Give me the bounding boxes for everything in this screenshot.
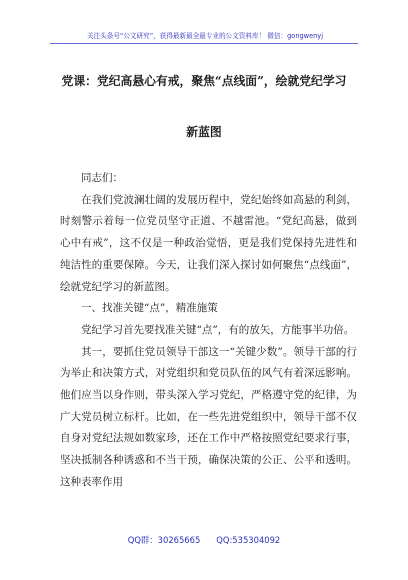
paragraph-section1-point1: 其一，要抓住党员领导干部这一“关键少数”。领导干部的行为举止和决策方式，对党组织和党员队伍的风气有着深远影响。他们应当以身作则，带头深入学习党纪，严格遵守党的纪律，为广大党员树立标杆。比如，在一些先进党组织中，领导干部不仅自身对党纪法规如数家珍，还在工作中严格按照党纪要求行事，坚决抵制各种诱惑和不当干预，确保决策的公正、公平和透明。这种表率作用 (60, 345, 357, 488)
paragraph-intro: 在我们党波澜壮阔的发展历程中，党纪始终如高悬的利剑，时刻警示着每一位党员坚守正道、不越雷池。“党纪高悬，做到心中有戒”，这不仅是一种政治觉悟，更是我们党保持先进性和纯洁性的重要保障。今天，让我们深入探讨如何聚焦“点线面”，绘就党纪学习的新蓝图。 (60, 193, 357, 293)
document-title: 党课：党纪高悬心有戒，聚焦“点线面”，绘就党纪学习 (61, 74, 347, 88)
footer-qq-group: QQ群：30265665 (127, 535, 201, 545)
page-footer (0, 534, 408, 546)
section-heading-1: 一、找准关键“点”，精准施策 (81, 302, 218, 315)
salutation: 同志们： (81, 172, 123, 184)
header-notice: 关注头条号“公文研究”，获得最新最全最专业的公文资料库！ 微信：gongwenyj (86, 32, 324, 40)
document-title-continued: 新蓝图 (186, 125, 222, 139)
header-divider (50, 43, 358, 44)
document-body (60, 168, 357, 494)
paragraph-section1-lead: 党纪学习首先要找准关键“点”，有的放矢，方能事半功倍。 (81, 323, 355, 336)
footer-qq: QQ:535304092 (216, 535, 281, 545)
